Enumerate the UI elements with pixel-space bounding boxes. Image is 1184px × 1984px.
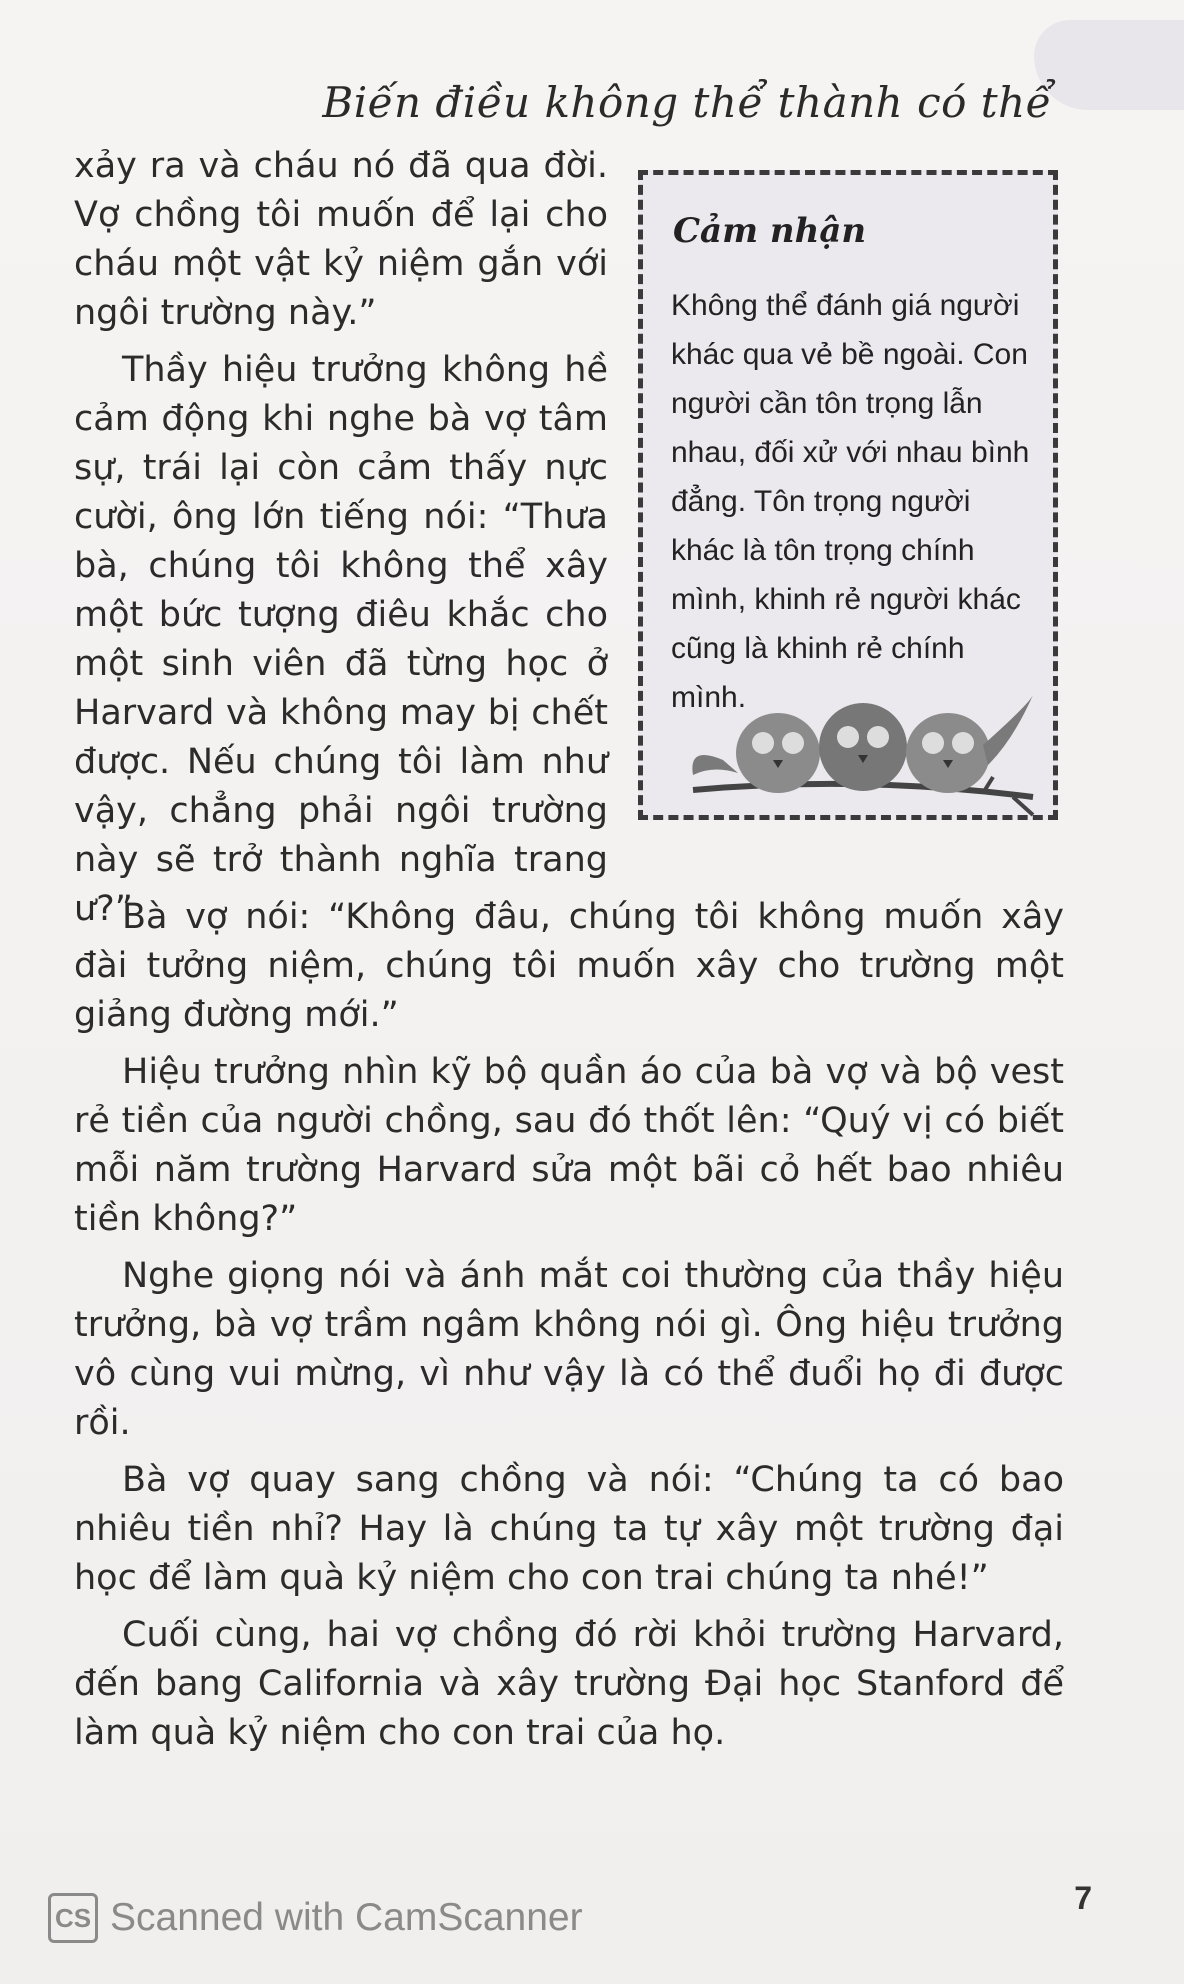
sidebar-box xyxy=(638,170,1058,820)
sidebar-title: Cảm nhận xyxy=(673,211,867,251)
paragraph: Bà vợ quay sang chồng và nói: “Chúng ta có bao nhiêu tiền nhỉ? Hay là chúng ta tự xây một trường đại học để làm quà kỷ niệm cho con trai chúng ta nhé!” xyxy=(74,1460,1064,1598)
page-number: 7 xyxy=(1074,1880,1092,1916)
main-text xyxy=(74,893,1064,1758)
running-title: Biến điều không thể thành có thể xyxy=(322,78,1052,127)
paragraph: Cuối cùng, hai vợ chồng đó rời khỏi trường Harvard, đến bang California và xây trường Đại học Stanford để làm quà kỷ niệm cho con trai của họ. xyxy=(74,1615,1064,1753)
owls-on-branch-icon xyxy=(683,685,1043,825)
paragraph-continuation: xảy ra và cháu nó đã qua đời. Vợ chồng tôi muốn để lại cho cháu một vật kỷ niệm gắn với ngôi trường này.” xyxy=(74,146,608,333)
header-decoration xyxy=(1034,20,1184,110)
watermark-text: Scanned with CamScanner xyxy=(110,1896,583,1939)
paragraph: Thầy hiệu trưởng không hề cảm động khi nghe bà vợ tâm sự, trái lại còn cảm thấy nực cười, ông lớn tiếng nói: “Thưa bà, chúng tôi không thể xây một bức tượng điêu khắc cho một sinh viên đã từng học ở Harvard và không may bị chết được. Nếu chúng tôi làm như vậy, chẳng phải ngôi trường này sẽ trở thành nghĩa trang ư?” xyxy=(74,350,608,929)
camscanner-watermark xyxy=(48,1893,583,1943)
camscanner-logo-icon: CS xyxy=(48,1893,98,1943)
sidebar-body: Không thể đánh giá người khác qua vẻ bề ngoài. Con người cần tôn trọng lẫn nhau, đối xử với nhau bình đẳng. Tôn trọng người khác là tôn trọng chính mình, khinh rẻ người khác cũng là khinh rẻ chính mình. xyxy=(671,289,1030,714)
left-column-text xyxy=(74,142,608,934)
paragraph: Bà vợ nói: “Không đâu, chúng tôi không muốn xây đài tưởng niệm, chúng tôi muốn xây cho trường một giảng đường mới.” xyxy=(74,897,1064,1035)
paragraph: Nghe giọng nói và ánh mắt coi thường của thầy hiệu trưởng, bà vợ trầm ngâm không nói gì. Ông hiệu trưởng vô cùng vui mừng, vì như vậy là có thể đuổi họ đi được rồi. xyxy=(74,1256,1064,1443)
paragraph: Hiệu trưởng nhìn kỹ bộ quần áo của bà vợ và bộ vest rẻ tiền của người chồng, sau đó thốt lên: “Quý vị có biết mỗi năm trường Harvard sửa một bãi cỏ hết bao nhiêu tiền không?” xyxy=(74,1052,1064,1239)
